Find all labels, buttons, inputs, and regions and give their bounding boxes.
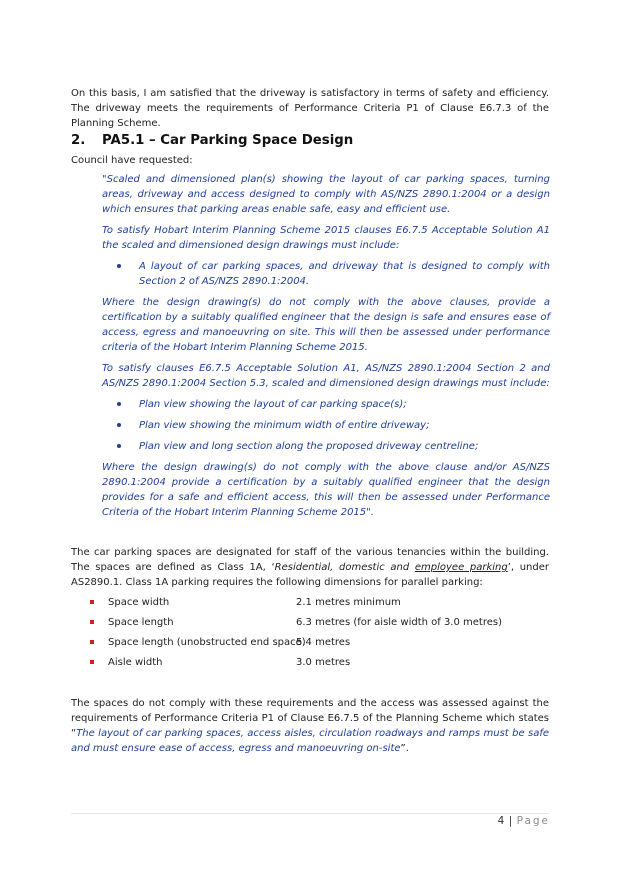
list-item-text: Plan view showing the layout of car parking space(s);: [139, 399, 407, 410]
spaces-paragraph: [71, 545, 549, 590]
bullet-square-icon: [90, 600, 94, 604]
dimension-row: [90, 615, 550, 635]
spaces-text-after: ’, under AS2890.1. Class 1A parking requires the following dimensions for parallel parking:: [71, 562, 549, 588]
dimension-row: [90, 635, 550, 655]
section-title: PA5.1 – Car Parking Space Design: [102, 133, 354, 148]
council-requested-text: Council have requested:: [71, 155, 193, 166]
list-item-text: Plan view showing the minimum width of entire driveway;: [139, 420, 430, 431]
list-item-text: Plan view and long section along the proposed driveway centreline;: [139, 441, 479, 452]
list-item-text: A layout of car parking spaces, and driveway that is designed to comply with Section 2 of AS/NZS 2890.1:2004.: [139, 261, 550, 287]
final-quote: The layout of car parking spaces, access aisles, circulation roadways and ramps must be safe and must ensure ease of access, egress and manoeuvring on-site: [71, 728, 549, 754]
quote-paragraph-2: To satisfy Hobart Interim Planning Scheme 2015 clauses E6.7.5 Acceptable Solution A1 the scaled and dimensioned design drawings must include:: [102, 225, 550, 251]
dimension-value: 5.4 metres: [296, 637, 351, 648]
dimensions-list: [90, 595, 550, 675]
final-paragraph: [71, 696, 549, 756]
dimension-row: [90, 655, 550, 675]
spaces-text-before: The car parking spaces are designated for staff of the various tenancies within the building. The spaces are defined as Class 1A, ‘: [71, 547, 549, 573]
bullet-icon: [117, 444, 121, 448]
council-request-quote: [102, 172, 550, 526]
quote-paragraph-1: "Scaled and dimensioned plan(s) showing the layout of car parking spaces, turning areas, driveway and access designed to comply with AS/NZS 2890.1:2004 or a design which ensures that parking areas enable safe, easy and efficient use.: [102, 174, 550, 215]
list-item: [102, 439, 550, 454]
final-text-before: The spaces do not comply with these requirements and the access was assessed against the requirements of Performance Criteria P1 of Clause E6.7.5 of the Planning Scheme which states “: [71, 698, 549, 739]
section-heading: [71, 133, 353, 149]
final-text-after: ”.: [400, 743, 409, 754]
quote-bullet-list-2: [102, 397, 550, 454]
dimension-label: Space width: [108, 597, 170, 608]
quote-paragraph-4: To satisfy clauses E6.7.5 Acceptable Solution A1, AS/NZS 2890.1:2004 Section 2 and AS/NZS 2890.1:2004 Section 5.3, scaled and dimensioned design drawings must include:: [102, 363, 550, 389]
bullet-square-icon: [90, 640, 94, 644]
dimension-label: Space length: [108, 617, 174, 628]
intro-paragraph: On this basis, I am satisfied that the driveway is satisfactory in terms of safety and efficiency. The driveway meets the requirements of Performance Criteria P1 of Clause E6.7.3 of the Planning Scheme.: [71, 88, 549, 129]
dimension-value: 2.1 metres minimum: [296, 597, 401, 608]
bullet-icon: [117, 402, 121, 406]
footer-divider: [71, 813, 549, 814]
page-footer: [498, 815, 550, 827]
quote-paragraph-3: Where the design drawing(s) do not comply with the above clauses, provide a certification by a suitably qualified engineer that the design is safe and ensures ease of access, egress and manoeuvring on site. This will then be assessed under performance criteria of the Hobart Interim Planning Scheme 2015.: [102, 297, 550, 353]
dimension-label: Space length (unobstructed end space): [108, 637, 306, 648]
spaces-class-underlined: employee parking: [414, 562, 508, 573]
list-item: [102, 397, 550, 412]
dimension-value: 6.3 metres (for aisle width of 3.0 metres): [296, 617, 502, 628]
bullet-icon: [117, 423, 121, 427]
dimension-row: [90, 595, 550, 615]
dimension-label: Aisle width: [108, 657, 163, 668]
page-number: 4: [497, 815, 505, 827]
dimension-value: 3.0 metres: [296, 657, 351, 668]
section-number: 2.: [71, 133, 86, 148]
list-item: [102, 418, 550, 433]
bullet-icon: [117, 264, 121, 268]
spaces-class-italic: Residential, domestic and: [274, 562, 415, 573]
footer-separator: |: [508, 815, 513, 827]
bullet-square-icon: [90, 660, 94, 664]
quote-bullet-list-1: [102, 259, 550, 289]
page-label: Page: [516, 815, 550, 827]
bullet-square-icon: [90, 620, 94, 624]
list-item: [102, 259, 550, 289]
quote-paragraph-5: Where the design drawing(s) do not comply with the above clause and/or AS/NZS 2890.1:2004 provide a certification by a suitably qualified engineer that the design provides for a safe and efficient access, this will then be assessed under Performance Criteria of the Hobart Interim Planning Scheme 2015".: [102, 462, 550, 518]
